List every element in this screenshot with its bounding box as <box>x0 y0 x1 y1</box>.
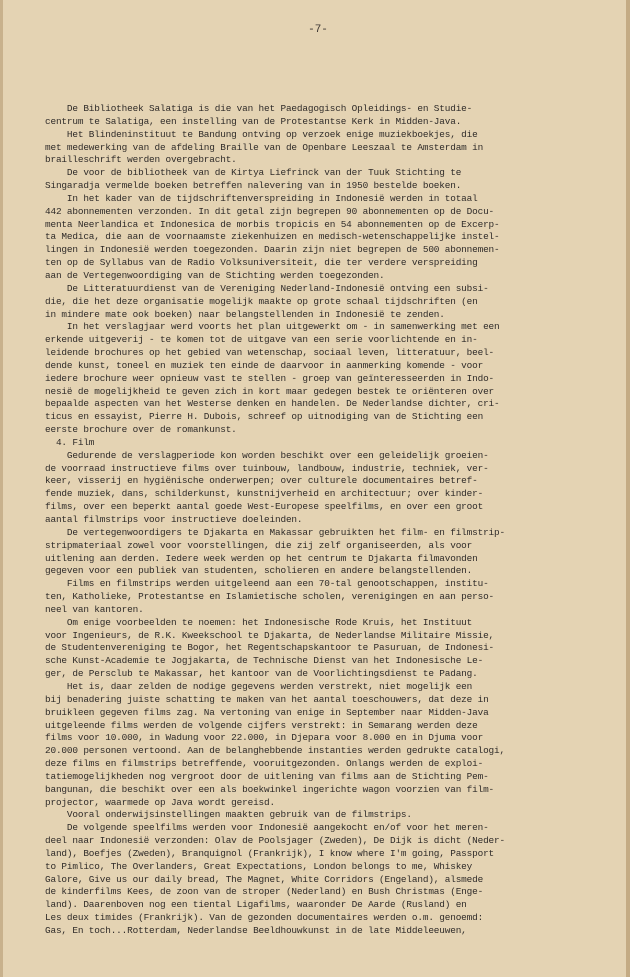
text-line: films, over een beperkt aantal goede West-Europese speelfilms, en over een groot <box>45 501 484 513</box>
text-line: brailleschrift werden overgebracht. <box>45 154 237 166</box>
text-line: uitlening aan derden. Iedere week werden op het centrum te Djakarta filmavonden <box>45 552 478 564</box>
text-line: de kinderfilms Kees, de zoon van de stroper (Nederland) en Bush Christmas (Enge- <box>45 886 484 898</box>
text-line: erkende uitgeverij - te komen tot de uitgave van een serie voorlichtende en in- <box>45 334 478 346</box>
text-line: Galore, Give us our daily bread, The Magnet, White Corridors (Engeland), alsmede <box>45 873 484 885</box>
text-line: Les deux timides (Frankrijk). Van de gezonden documentaires werden o.m. genoemd: <box>45 912 484 924</box>
text-line: aan de Vertegenwoordiging van de Stichting werden toegezonden. <box>45 269 385 281</box>
text-line: De volgende speelfilms werden voor Indonesië aangekocht en/of voor het meren- <box>45 822 489 834</box>
page-number: -7- <box>308 24 328 36</box>
text-line: ta Medica, die aan de voornaamste ziekenhuizen en medisch-wetenschappelijke instel- <box>45 231 500 243</box>
text-line: deze films en filmstrips betreffende, vooruitgezonden. Onlangs werden de exploi- <box>45 758 484 770</box>
text-line: Singaradja vermelde boeken betreffen nalevering van in 1950 bestelde boeken. <box>45 180 462 192</box>
text-line: deel naar Indonesië verzonden: Olav de Poolsjager (Zweden), De Dijk is dicht (Neder- <box>45 835 505 847</box>
text-line: projector, waarmede op Java wordt gereisd. <box>45 796 275 808</box>
text-line: 20.000 personen vertoond. Aan de belanghebbende instanties werden gedrukte catalogi, <box>45 745 505 757</box>
text-line: In het kader van de tijdschriftenverspreiding in Indonesië werden in totaal <box>45 192 478 204</box>
text-line: Het Blindeninstituut te Bandung ontving op verzoek enige muziekboekjes, die <box>45 128 478 140</box>
text-line: ger, de Persclub te Makassar, het kantoor van de Voorlichtingsdienst te Padang. <box>45 668 478 680</box>
body-text <box>45 103 605 938</box>
text-line: nesië de mogelijkheid te geven zich in kort maar gedegen bestek te oriënteren over <box>45 385 495 397</box>
text-line: 4. Film <box>45 436 95 448</box>
text-line: de Studentenvereniging te Bogor, het Regentschapskantoor te Pasuruan, de Indonesi- <box>45 642 495 654</box>
text-line: die, die het deze organisatie mogelijk maakte op grote schaal tijdschriften (en <box>45 295 478 307</box>
text-line: keer, visserij en hygiënische onderwerpen; over culturele documentaires betref- <box>45 475 478 487</box>
text-line: bruikleen gegeven films zag. Na vertoning van enige in September naar Midden-Java <box>45 706 489 718</box>
text-line: Gas, En toch...Rotterdam, Nederlandse Beeldhouwkunst in de late Middeleeuwen, <box>45 925 467 936</box>
text-line: to Pimlico, The Overlanders, Great Expectations, London belongs to me, Whiskey <box>45 860 473 872</box>
text-line: voor Ingenieurs, de R.K. Kweekschool te Djakarta, de Nederlandse Militaire Missie, <box>45 629 495 641</box>
text-line: Het is, daar zelden de nodige gegevens werden verstrekt, niet mogelijk een <box>45 680 473 692</box>
text-line: land), Boefjes (Zweden), Branquignol (Frankrijk), I know where I'm going, Passport <box>45 847 495 859</box>
text-line: met medewerking van de afdeling Braille van de Openbare Leeszaal te Amsterdam in <box>45 141 484 153</box>
text-line: de voorraad instructieve films over tuinbouw, landbouw, industrie, techniek, ver- <box>45 462 489 474</box>
text-line: De Bibliotheek Salatiga is die van het Paedagogisch Opleidings- en Studie- <box>45 103 473 114</box>
text-line: iedere brochure weer opnieuw vast te stellen - groep van geïnteresseerden in Indo- <box>45 372 495 384</box>
text-line: lingen in Indonesië werden toegezonden. Daarin zijn niet begrepen de 500 abonnemen- <box>45 244 500 256</box>
text-line: centrum te Salatiga, een instelling van de Protestantse Kerk in Midden-Java. <box>45 115 462 127</box>
text-line: menta Neerlandica et Indonesica de morbis tropicis en 54 abonnementen op de Excerp- <box>45 218 500 230</box>
text-line: bangunan, die beschikt over een als boekwinkel ingerichte wagon voorzien van film- <box>45 783 495 795</box>
text-line: ticus en essayist, Pierre H. Dubois, schreef op uitnodiging van de Stichting een <box>45 411 484 423</box>
text-line: land). Daarenboven nog een tiental Ligafilms, waaronder De Aarde (Rusland) en <box>45 899 467 911</box>
text-line: neel van kantoren. <box>45 603 144 615</box>
text-line: sche Kunst-Academie te Jogjakarta, de Technische Dienst van het Indonesische Le- <box>45 655 484 667</box>
text-line: fende muziek, dans, schilderkunst, kunstnijverheid en architectuur; over kinder- <box>45 488 484 500</box>
text-line: in mindere mate ook boeken) naar belangstellenden in Indonesië te zenden. <box>45 308 445 320</box>
text-line: Vooral onderwijsinstellingen maakten gebruik van de filmstrips. <box>45 809 412 821</box>
text-line: bepaalde aspecten van het Westerse denken en handelen. De Nederlandse dichter, cri- <box>45 398 500 410</box>
text-line: leidende brochures op het gebied van wetenschap, sociaal leven, litteratuur, beel- <box>45 347 495 359</box>
text-line: tatiemogelijkheden nog vergroot door de uitlening van films aan de Stichting Pem- <box>45 770 489 782</box>
text-line: eerste brochure over de romankunst. <box>45 424 237 436</box>
text-line: De Litteratuurdienst van de Vereniging Nederland-Indonesië ontving een subsi- <box>45 282 489 294</box>
text-line: bij benadering juiste schatting te maken van het aantal toeschouwers, dat deze in <box>45 693 489 705</box>
text-line: Om enige voorbeelden te noemen: het Indonesische Rode Kruis, het Instituut <box>45 616 473 628</box>
text-line: Films en filmstrips werden uitgeleend aan een 70-tal genootschappen, institu- <box>45 578 489 590</box>
text-line: Gedurende de verslagperiode kon worden beschikt over een geleidelijk groeien- <box>45 449 489 461</box>
text-line: aantal filmstrips voor instructieve doeleinden. <box>45 514 303 525</box>
text-line: 442 abonnementen verzonden. In dit getal zijn begrepen 90 abonnementen op de Docu- <box>45 205 495 217</box>
text-line: gegeven voor een publiek van studenten, scholieren en andere belangstellenden. <box>45 565 473 577</box>
text-line: stripmateriaal zowel voor voorstellingen, die zij zelf organiseerden, als voor <box>45 539 473 551</box>
text-line: In het verslagjaar werd voorts het plan uitgewerkt om - in samenwerking met een <box>45 321 500 333</box>
text-line: uitgeleende films werden de volgende cijfers verstrekt: in Semarang werden deze <box>45 719 478 731</box>
text-line: ten op de Syllabus van de Radio Volksuniversiteit, die ter verdere verspreiding <box>45 257 478 269</box>
text-line: dende kunst, toneel en muziek ten einde de daarvoor in aanmerking komende - voor <box>45 359 484 371</box>
text-line: ten, Katholieke, Protestantse en Islamietische scholen, verenigingen en aan perso- <box>45 591 495 603</box>
text-line: films voor 10.000, in Wadung voor 22.000, in Djepara voor 8.000 en in Djuma voor <box>45 732 484 744</box>
text-line: De vertegenwoordigers te Djakarta en Makassar gebruikten het film- en filmstrip- <box>45 526 505 538</box>
text-line: De voor de bibliotheek van de Kirtya Liefrinck van der Tuuk Stichting te <box>45 167 462 179</box>
